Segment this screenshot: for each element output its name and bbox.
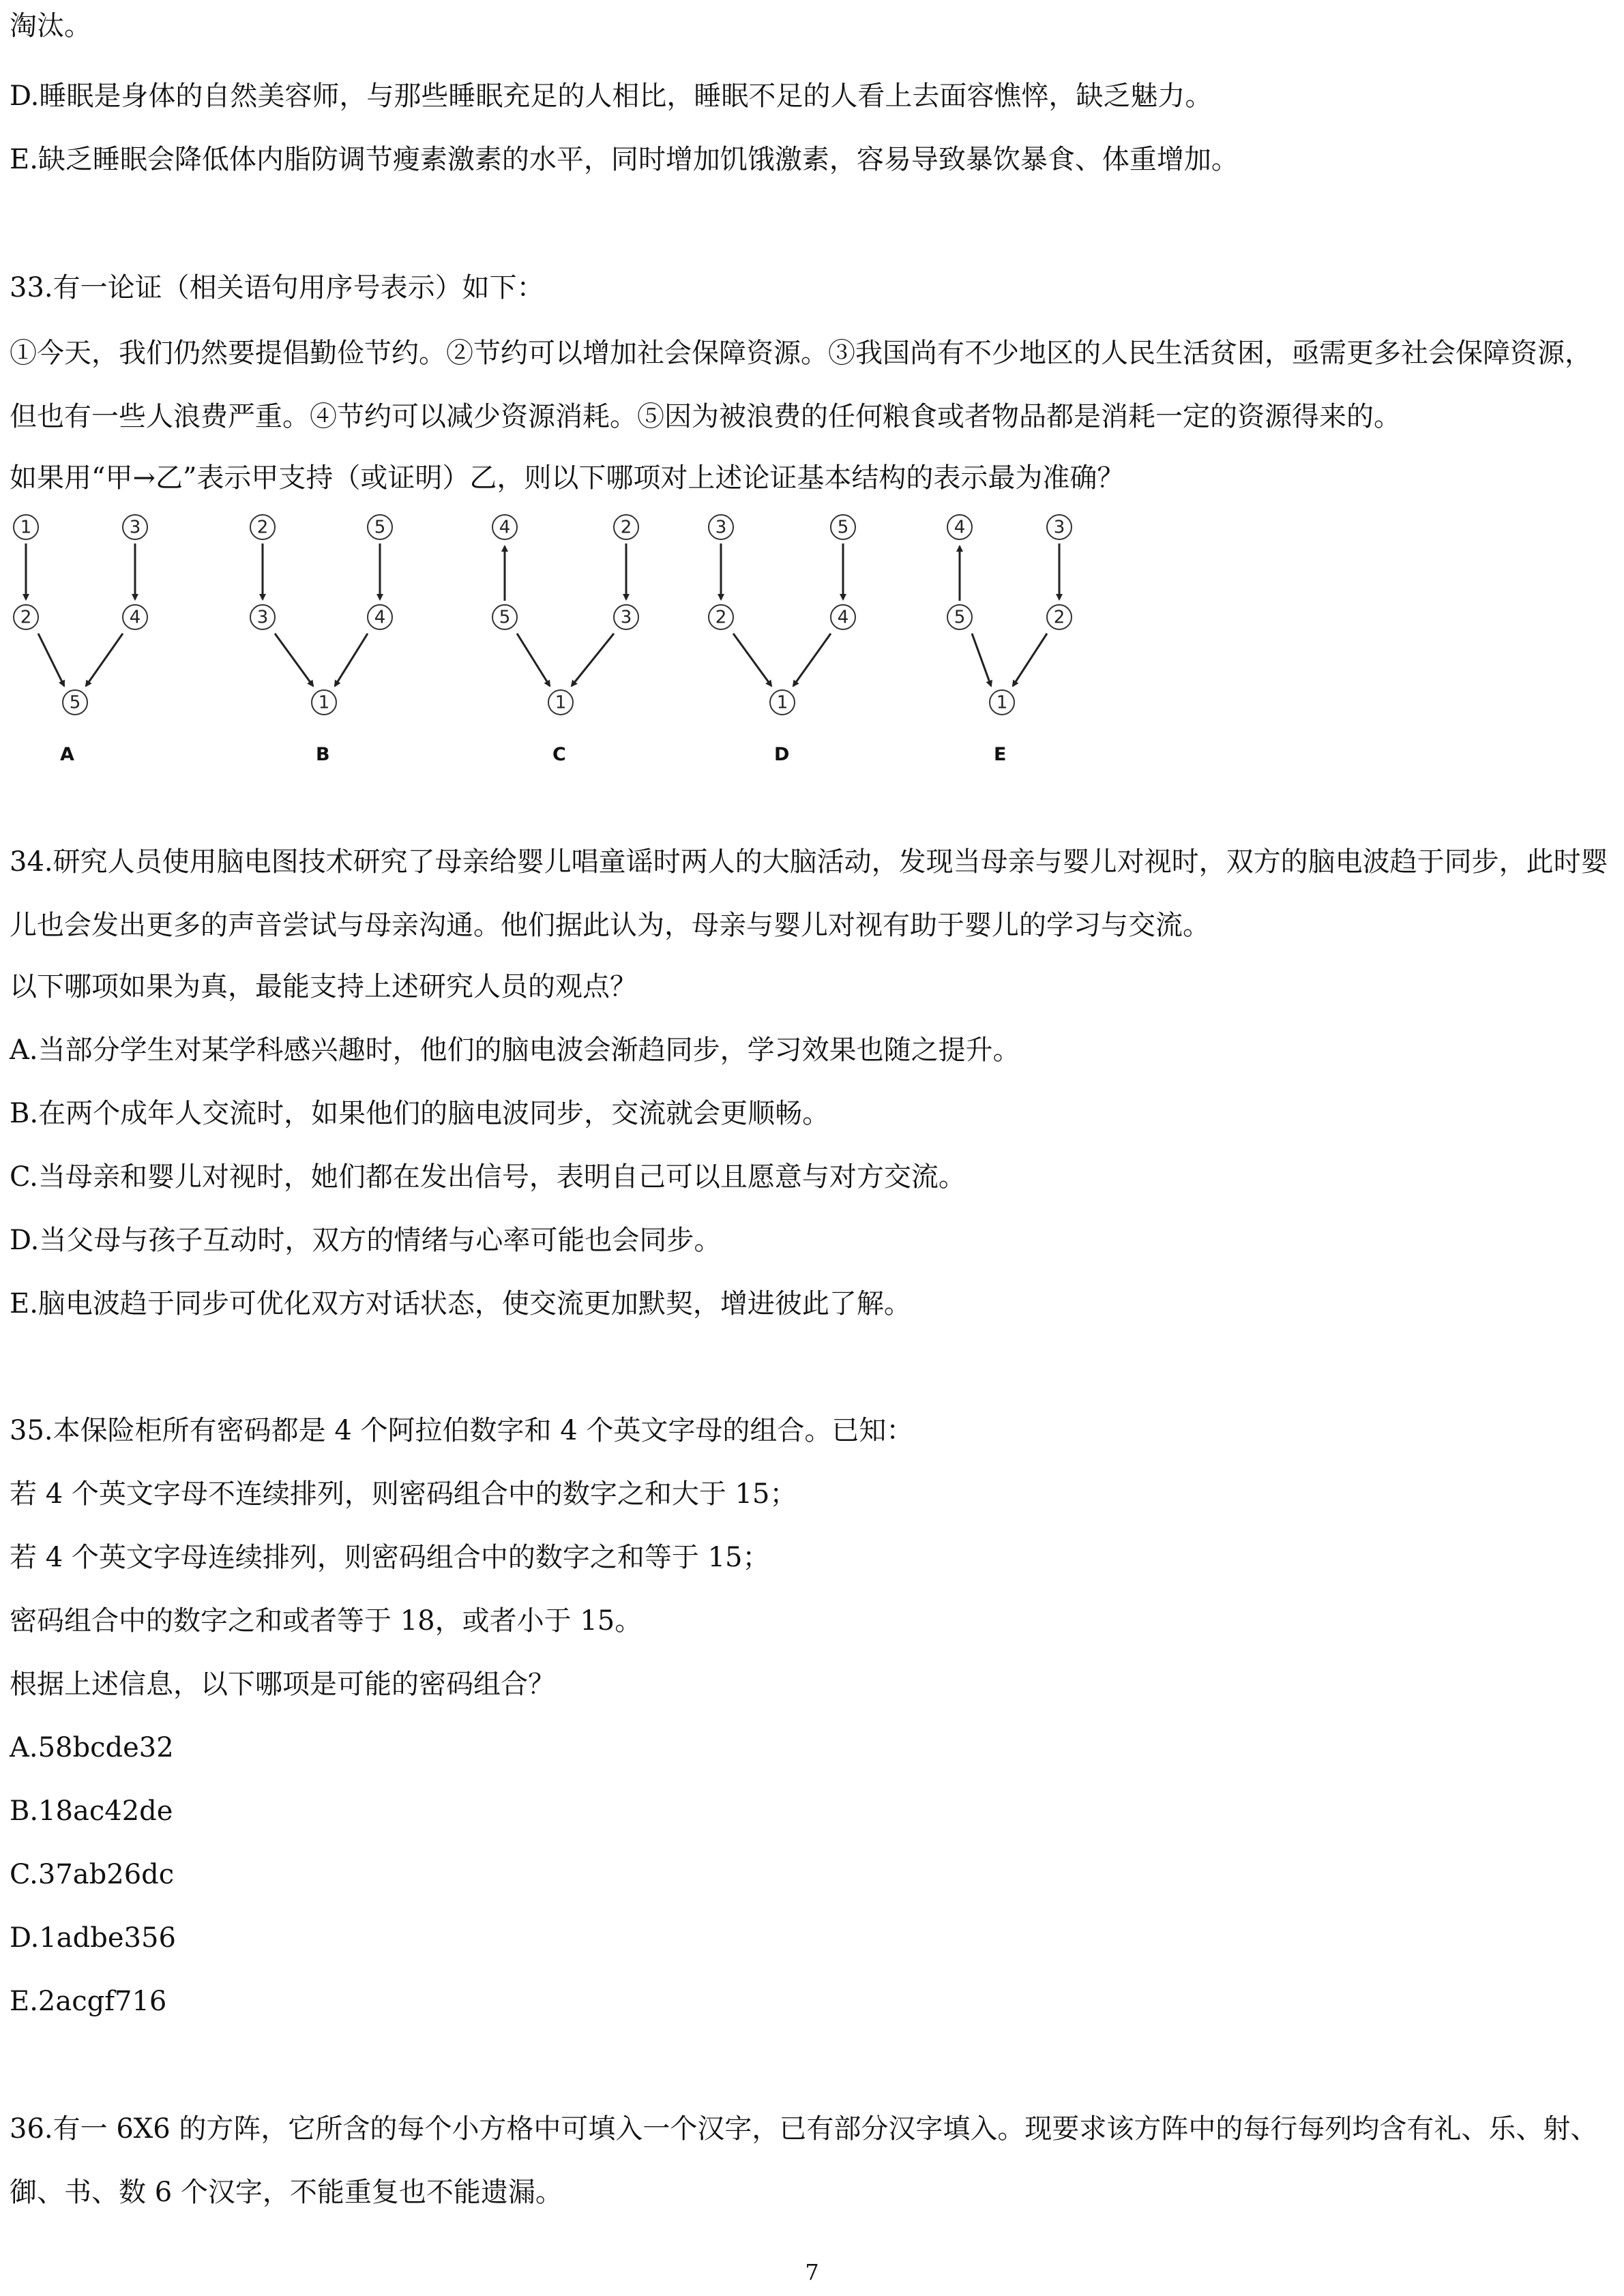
svg-text:2: 2 bbox=[1053, 607, 1065, 628]
q35-option-d: D.1adbe356 bbox=[10, 1922, 176, 1954]
diagram-b-letter: B bbox=[316, 744, 330, 765]
diagram-b-node-mid-right bbox=[368, 605, 392, 629]
svg-text:2: 2 bbox=[620, 517, 632, 538]
diagram-a-node-top-right bbox=[123, 515, 147, 539]
diagram-c-node-mid-right bbox=[614, 605, 638, 629]
svg-text:4: 4 bbox=[374, 607, 386, 628]
svg-text:5: 5 bbox=[374, 517, 386, 538]
q35-condition-2: 若 4 个英文字母连续排列，则密码组合中的数字之和等于 15； bbox=[10, 1542, 770, 1573]
svg-text:3: 3 bbox=[256, 607, 269, 628]
svg-text:1: 1 bbox=[776, 692, 788, 713]
diagram-d-node-top-right bbox=[831, 515, 855, 539]
diagram-c-node-bottom bbox=[548, 690, 573, 715]
diagram-e-arrow-diag-left bbox=[972, 633, 991, 686]
diagram-d-arrow-diag-left bbox=[733, 633, 771, 686]
q34-option-c: C.当母亲和婴儿对视时，她们都在发出信号，表明自己可以且愿意与对方交流。 bbox=[10, 1161, 966, 1193]
svg-text:4: 4 bbox=[954, 517, 966, 538]
diagram-d-node-mid-right bbox=[831, 605, 855, 629]
diagram-d-letter: D bbox=[774, 744, 790, 765]
diagram-a-node-bottom bbox=[63, 690, 87, 715]
q33-argument: ①今天，我们仍然要提倡勤俭节约。②节约可以增加社会保障资源。③我国尚有不少地区的人民生活贫困，亟需更多社会保障资源，但也有一些人浪费严重。④节约可以减少资源消耗。⑤因为被浪费的任何粮食或者物品都是消耗一定的资源得来的。 bbox=[10, 338, 1592, 432]
svg-text:3: 3 bbox=[620, 607, 632, 628]
svg-text:5: 5 bbox=[499, 607, 511, 628]
q32-continuation: 淘汰。 bbox=[10, 10, 91, 42]
q34-question: 以下哪项如果为真，最能支持上述研究人员的观点？ bbox=[10, 971, 637, 1002]
q34-option-b: B.在两个成年人交流时，如果他们的脑电波同步，交流就会更顺畅。 bbox=[10, 1098, 830, 1129]
svg-text:2: 2 bbox=[256, 517, 269, 538]
q34-stem: 34.研究人员使用脑电图技术研究了母亲给婴儿唱童谣时两人的大脑活动，发现当母亲与婴儿对视时，双方的脑电波趋于同步，此时婴儿也会发出更多的声音尝试与母亲沟通。他们据此认为，母亲与婴儿对视有助于婴儿的学习与交流。 bbox=[10, 846, 1608, 941]
q35-condition-3: 密码组合中的数字之和或者等于 18，或者小于 15。 bbox=[10, 1605, 643, 1637]
svg-text:1: 1 bbox=[20, 517, 32, 538]
q33-question: 如果用“甲→乙”表示甲支持（或证明）乙，则以下哪项对上述论证基本结构的表示最为准确？ bbox=[10, 462, 1125, 494]
q35-stem: 35.本保险柜所有密码都是 4 个阿拉伯数字和 4 个英文字母的组合。已知： bbox=[10, 1415, 914, 1446]
diagram-e-node-top-left bbox=[947, 515, 972, 539]
diagram-c-arrow-diag-right bbox=[572, 633, 614, 686]
diagram-e-letter: E bbox=[994, 744, 1007, 765]
diagram-a-letter: A bbox=[60, 744, 74, 765]
svg-text:2: 2 bbox=[20, 607, 32, 628]
svg-text:1: 1 bbox=[555, 692, 567, 713]
q35-question: 根据上述信息，以下哪项是可能的密码组合？ bbox=[10, 1669, 555, 1700]
diagram-b-node-top-left bbox=[250, 515, 275, 539]
q32-option-d: D.睡眠是身体的自然美容师，与那些睡眠充足的人相比，睡眠不足的人看上去面容憔悴，缺乏魅力。 bbox=[10, 80, 1213, 112]
diagram-a-node-mid-right bbox=[123, 605, 147, 629]
diagram-e-node-top-right bbox=[1047, 515, 1072, 539]
diagram-b-arrow-diag-right bbox=[335, 633, 368, 686]
svg-text:5: 5 bbox=[954, 607, 966, 628]
page-number: 7 bbox=[805, 2259, 819, 2285]
q33-structure-diagrams bbox=[0, 501, 1624, 788]
svg-text:4: 4 bbox=[837, 607, 849, 628]
diagram-d-node-top-left bbox=[709, 515, 733, 539]
svg-text:1: 1 bbox=[318, 692, 330, 713]
diagram-e-node-bottom bbox=[990, 690, 1014, 715]
svg-text:5: 5 bbox=[69, 692, 81, 713]
q34-option-d: D.当父母与孩子互动时，双方的情绪与心率可能也会同步。 bbox=[10, 1225, 722, 1256]
q35-option-b: B.18ac42de bbox=[10, 1795, 173, 1827]
diagram-b-node-mid-left bbox=[250, 605, 275, 629]
q34-option-a: A.当部分学生对某学科感兴趣时，他们的脑电波会渐趋同步，学习效果也随之提升。 bbox=[10, 1034, 1020, 1066]
diagram-c-node-top-left bbox=[492, 515, 517, 539]
diagram-b-node-top-right bbox=[368, 515, 392, 539]
q35-condition-1: 若 4 个英文字母不连续排列，则密码组合中的数字之和大于 15； bbox=[10, 1478, 797, 1510]
svg-text:1: 1 bbox=[996, 692, 1008, 713]
diagram-d-arrow-diag-right bbox=[793, 633, 831, 686]
diagram-b-arrow-diag-left bbox=[275, 633, 313, 686]
diagram-c-node-mid-left bbox=[492, 605, 517, 629]
diagram-b-node-bottom bbox=[312, 690, 336, 715]
q35-option-a: A.58bcde32 bbox=[10, 1732, 174, 1763]
q32-option-e: E.缺乏睡眠会降低体内脂防调节瘦素激素的水平，同时增加饥饿激素，容易导致暴饮暴食、体重增加。 bbox=[10, 144, 1239, 175]
diagram-d-node-mid-left bbox=[709, 605, 733, 629]
diagram-d-node-bottom bbox=[770, 690, 795, 715]
diagram-a-arrow-diag-left bbox=[38, 633, 64, 686]
svg-text:3: 3 bbox=[1053, 517, 1065, 538]
svg-text:4: 4 bbox=[129, 607, 141, 628]
svg-text:3: 3 bbox=[129, 517, 141, 538]
diagram-a-arrow-diag-right bbox=[86, 633, 123, 686]
diagram-a-node-mid-left bbox=[14, 605, 38, 629]
svg-text:5: 5 bbox=[837, 517, 849, 538]
q34-option-e: E.脑电波趋于同步可优化双方对话状态，使交流更加默契，增进彼此了解。 bbox=[10, 1288, 911, 1320]
diagram-c-letter: C bbox=[552, 744, 566, 765]
diagram-c-node-top-right bbox=[614, 515, 638, 539]
svg-text:2: 2 bbox=[715, 607, 727, 628]
q35-option-e: E.2acgf716 bbox=[10, 1986, 167, 2017]
svg-text:4: 4 bbox=[499, 517, 511, 538]
svg-text:3: 3 bbox=[715, 517, 727, 538]
diagram-e-arrow-diag-right bbox=[1013, 633, 1047, 686]
diagram-e-node-mid-right bbox=[1047, 605, 1072, 629]
q33-stem: 33.有一论证（相关语句用序号表示）如下： bbox=[10, 272, 544, 303]
q35-option-c: C.37ab26dc bbox=[10, 1859, 175, 1890]
diagram-e-node-mid-left bbox=[947, 605, 972, 629]
diagram-c-arrow-diag-left bbox=[517, 633, 550, 686]
q36-stem: 36.有一 6X6 的方阵，它所含的每个小方格中可填入一个汉字，已有部分汉字填入。现要求该方阵中的每行每列均含有礼、乐、射、御、书、数 6 个汉字，不能重复也不能遗漏。 bbox=[10, 2113, 1598, 2208]
diagram-a-node-top-left bbox=[14, 515, 38, 539]
